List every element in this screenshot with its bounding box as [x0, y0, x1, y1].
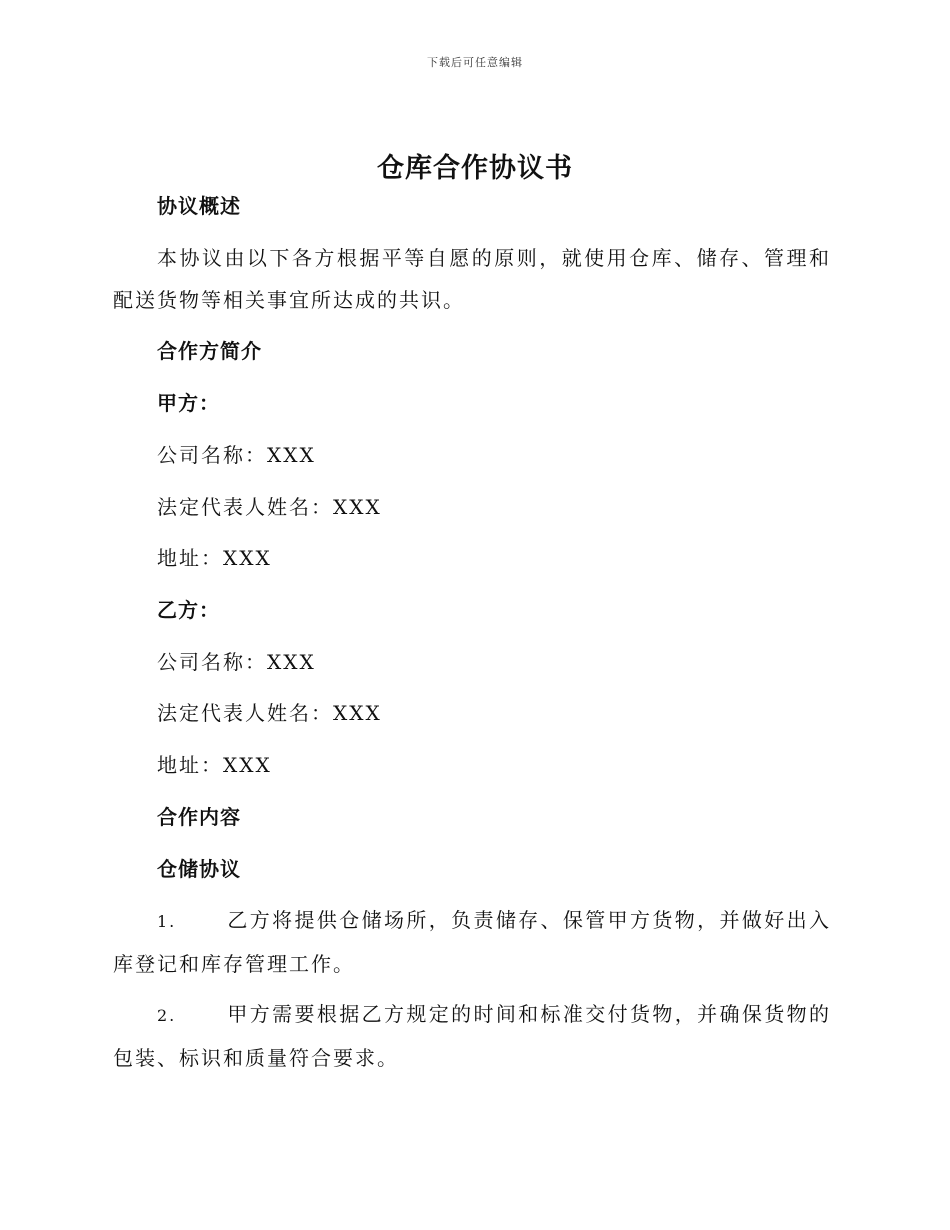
parties-heading: 合作方简介 [157, 339, 262, 363]
cooperation-heading: 合作内容 [157, 805, 241, 829]
overview-paragraph: 本协议由以下各方根据平等自愿的原则，就使用仓库、储存、管理和配送货物等相关事宜所达成的共识。 [113, 246, 831, 312]
storage-heading: 仓储协议 [157, 857, 241, 881]
document-title: 仓库合作协议书 [377, 153, 573, 184]
party-a-label: 甲方： [157, 391, 220, 415]
party-b-address: 地址：XXX [157, 753, 272, 777]
overview-heading: 协议概述 [157, 194, 241, 218]
party-b-label: 乙方： [157, 598, 220, 622]
list-item [113, 899, 831, 985]
party-a-address: 地址：XXX [157, 546, 272, 570]
party-a-representative: 法定代表人姓名：XXX [157, 495, 382, 519]
list-item [113, 993, 831, 1079]
party-b-representative: 法定代表人姓名：XXX [157, 701, 382, 725]
party-a-company: 公司名称：XXX [157, 443, 316, 467]
list-item-text: 甲方需要根据乙方规定的时间和标准交付货物，并确保货物的包装、标识和质量符合要求。 [113, 1002, 831, 1070]
list-item-number: 2. [157, 1006, 177, 1025]
party-b-company: 公司名称：XXX [157, 650, 316, 674]
list-item-text: 乙方将提供仓储场所，负责储存、保管甲方货物，并做好出入库登记和库存管理工作。 [113, 908, 831, 976]
list-item-number: 1. [157, 912, 177, 931]
header-note: 下载后可任意编辑 [427, 56, 523, 69]
